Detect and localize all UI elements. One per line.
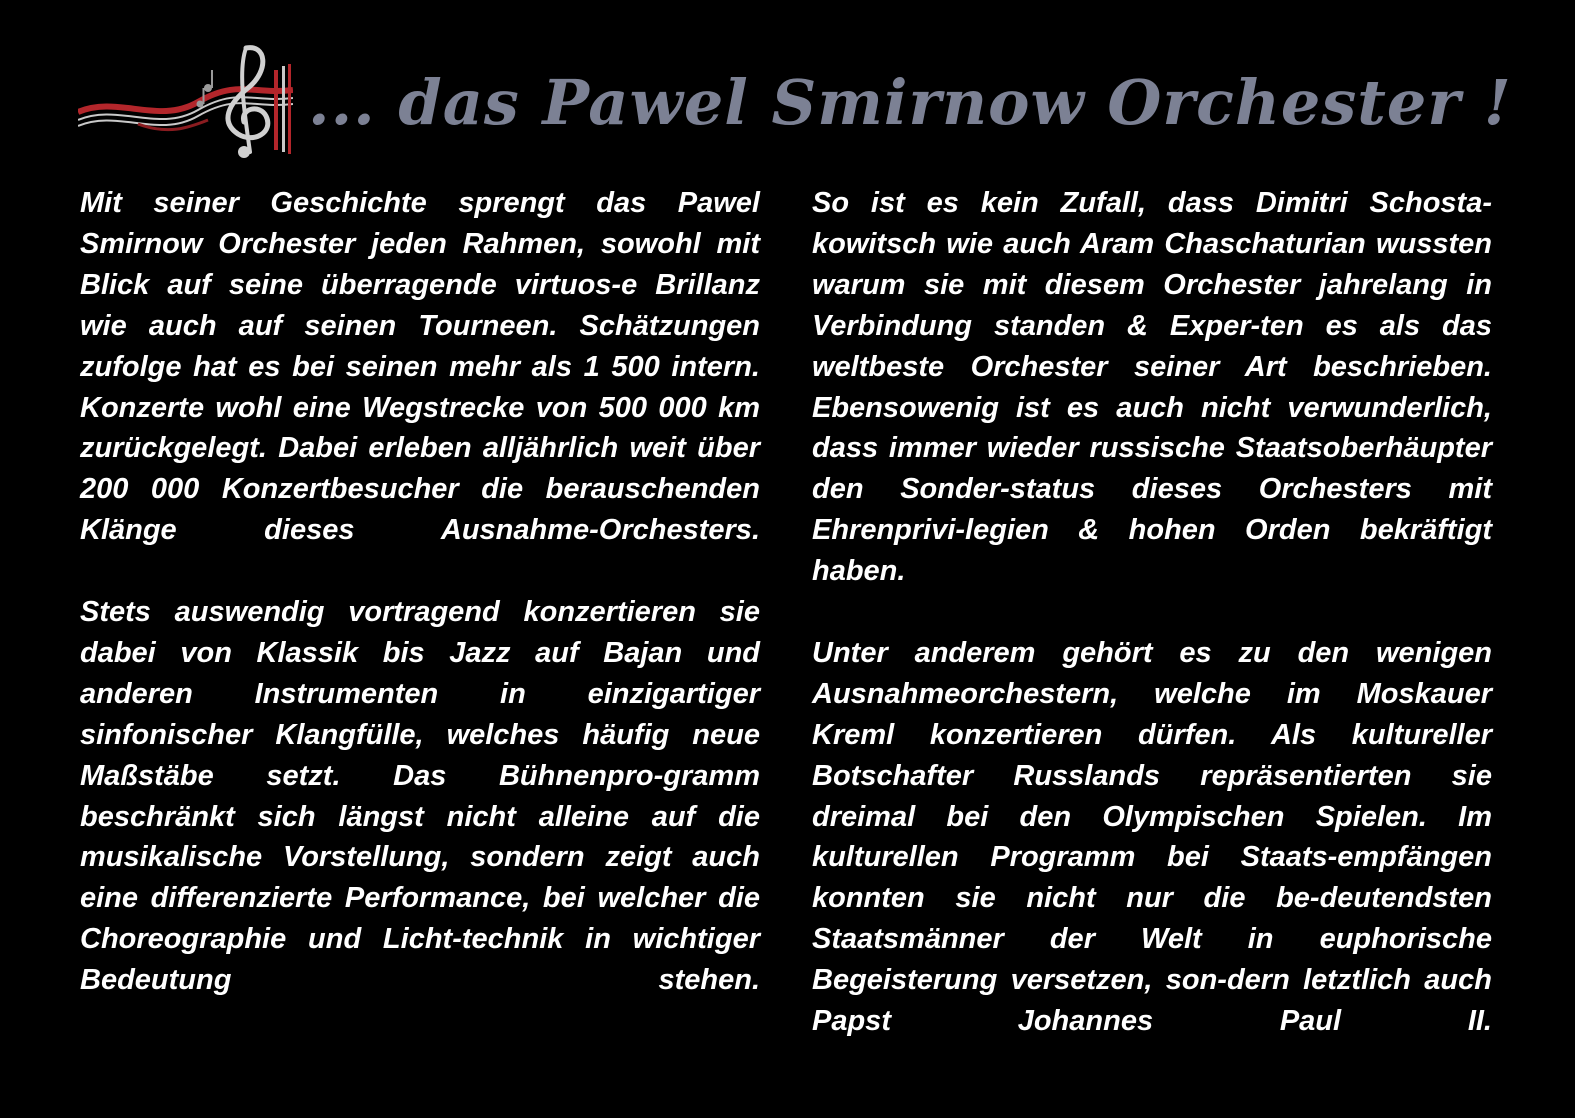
left-paragraph-2: Stets auswendig vortragend konzertieren sie dabei von Klassik bis Jazz auf Bajan und anderen Instrumenten in einzigartiger sinfonischer Klangfülle, welches häufig neue Maßstäbe setzt. Das Bühnenpro-gramm beschränkt sich längst nicht alleine auf die musikalische Vorstellung, sondern zeigt auch eine differenzierte Performance, bei welcher die Choreographie und Licht-technik in wichtiger Bedeutung stehen. <box>80 596 760 997</box>
header <box>78 40 1512 165</box>
right-paragraph-1: So ist es kein Zufall, dass Dimitri Schosta-kowitsch wie auch Aram Chaschaturian wussten warum sie mit diesem Orchester jahrelang in Verbindung standen & Exper-ten es als das weltbeste Orchester seiner Art beschrieben. Ebensowenig ist es auch nicht verwunderlich, dass immer wieder russische Staatsoberhäupter den Sonder-status dieses Orchesters mit Ehrenprivi-legien & hohen Orden bekräftigt haben. <box>812 187 1492 588</box>
right-paragraph-2: Unter anderem gehört es zu den wenigen Ausnahmeorchestern, welche im Moskauer Kreml konzertieren dürfen. Als kultureller Botschafter Russlands repräsentierten sie dreimal bei den Olympischen Spielen. Im kulturellen Programm bei Staats-empfängen konnten sie nicht nur die be-deutendsten Staatsmänner der Welt in euphorische Begeisterung versetzen, son-dern letztlich auch Papst Johannes Paul II. <box>812 636 1492 1038</box>
left-paragraph-1: Mit seiner Geschichte sprengt das Pawel Smirnow Orchester jeden Rahmen, sowohl mit Blick auf seine überragende virtuos-e Brillanz wie auch auf seinen Tourneen. Schätzungen zufolge hat es bei seinen mehr als 1 500 intern. Konzerte wohl eine Wegstrecke von 500 000 km zurückgelegt. Dabei erleben alljährlich weit über 200 000 Konzertbesucher die berauschenden Klänge dieses Ausnahme-Orchesters. <box>80 187 760 547</box>
left-column <box>80 183 760 1001</box>
treble-clef-music-staff-icon <box>78 40 293 162</box>
page-title: ... das Pawel Smirnow Orchester ! <box>308 66 1512 139</box>
right-column <box>812 183 1492 1042</box>
